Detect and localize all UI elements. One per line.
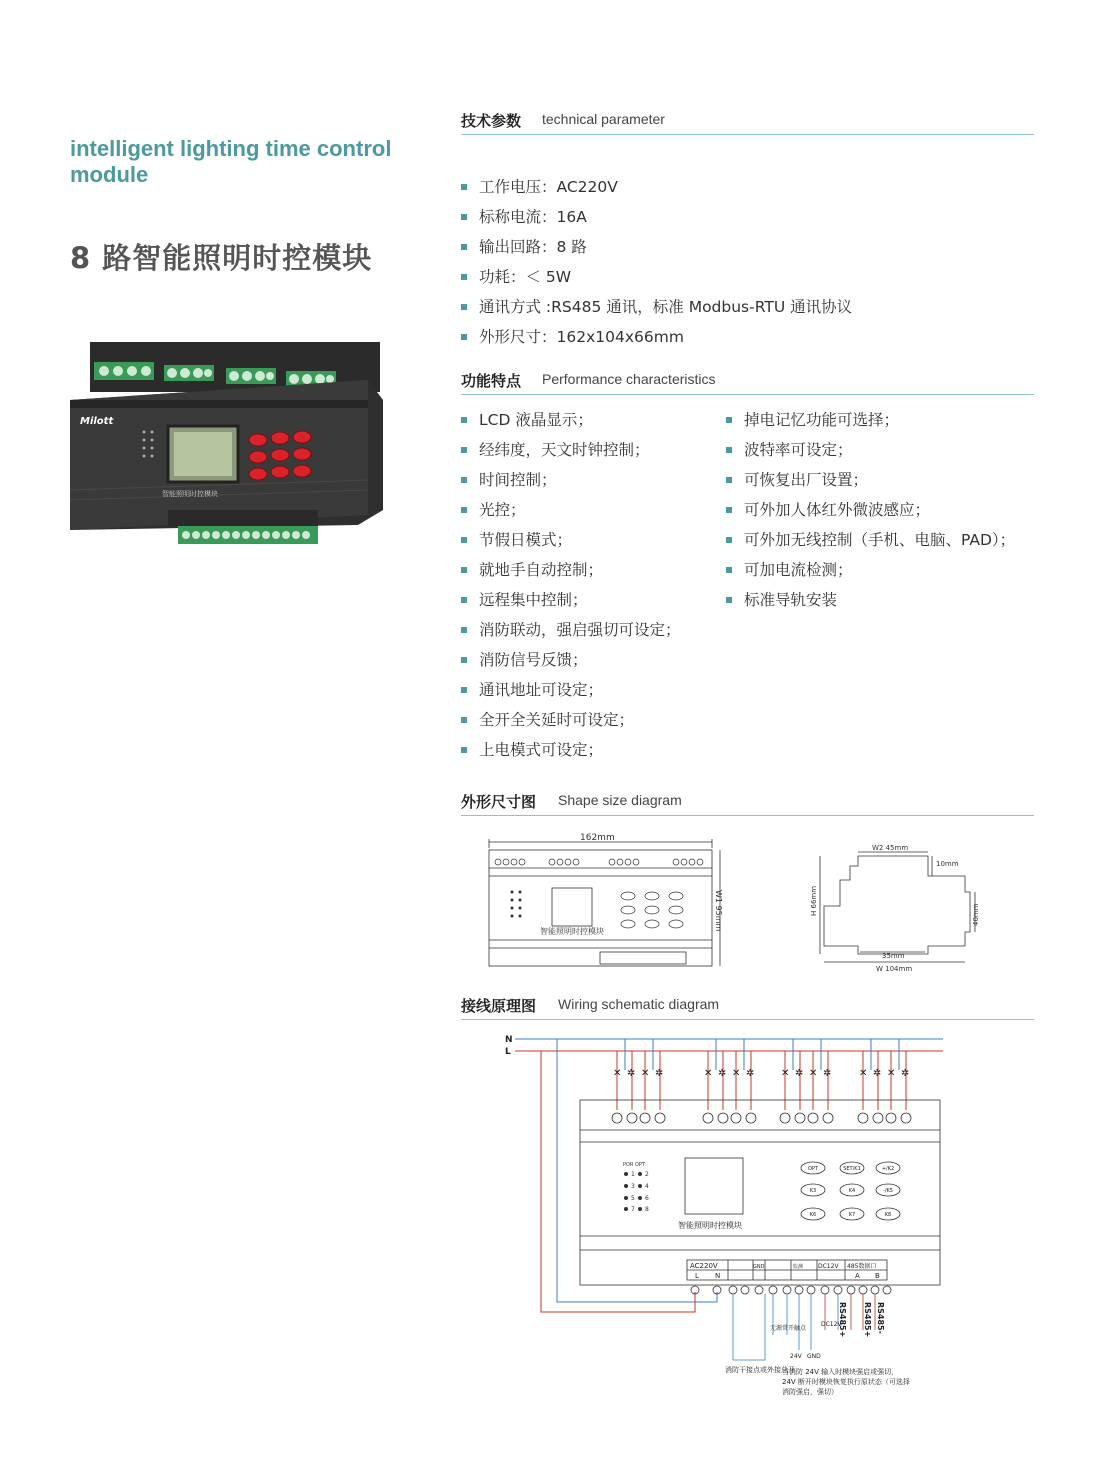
list-item: 全开全关延时可设定； xyxy=(461,705,681,735)
btn-label: K3 xyxy=(809,1188,817,1194)
product-photo xyxy=(68,340,388,560)
list-item: 时间控制； xyxy=(461,465,681,495)
label-gnd: GND xyxy=(807,1353,821,1360)
list-item: 消防信号反馈； xyxy=(461,645,681,675)
term-gnd: GND xyxy=(753,1264,765,1270)
section-tech xyxy=(461,108,1034,135)
wiring-module-label: 智能照明时控模块 xyxy=(678,1221,742,1230)
rs485-label: RS485+ xyxy=(838,1302,847,1338)
dim-w: W 104mm xyxy=(876,965,913,973)
section-tech-title-en: technical parameter xyxy=(542,111,665,127)
svg-text:✲: ✲ xyxy=(901,1068,910,1079)
list-item: 可外加人体红外微波感应； xyxy=(726,495,1015,525)
led-num: 2 xyxy=(645,1171,649,1178)
svg-text:✕: ✕ xyxy=(732,1068,741,1079)
list-item: 掉电记忆功能可选择； xyxy=(726,405,1015,435)
led-header: POR OPT xyxy=(623,1162,646,1168)
svg-text:✲: ✲ xyxy=(746,1068,755,1079)
line-l-label: L xyxy=(505,1047,511,1057)
line-n-label: N xyxy=(505,1035,513,1045)
list-item: 可恢复出厂设置； xyxy=(726,465,1015,495)
list-item: 经纬度，天文时钟控制； xyxy=(461,435,681,465)
dim-base: 35mm xyxy=(882,952,905,960)
lcd-caption: 智能照明时控模块 xyxy=(162,490,218,498)
features-list-right xyxy=(726,405,1015,615)
section-shape xyxy=(461,789,1034,816)
note-line: 当消防 24V 输入时模块强启或强切， xyxy=(782,1368,899,1376)
led-num: 7 xyxy=(631,1206,635,1213)
section-wiring-title-en: Wiring schematic diagram xyxy=(558,996,720,1012)
list-item: 标准导轨安装 xyxy=(726,585,1015,615)
section-features xyxy=(461,368,1034,395)
dim-height: W1 95mm xyxy=(714,890,723,932)
list-item: 功耗：＜ 5W xyxy=(461,262,852,292)
rs485-label: RS485- xyxy=(876,1302,885,1334)
dry-contact: 无源常开触点 xyxy=(770,1325,807,1332)
svg-text:✕: ✕ xyxy=(641,1068,650,1079)
fire-note: 消防干接点或外接总开 xyxy=(725,1366,795,1374)
list-item: 外形尺寸：162x104x66mm xyxy=(461,322,852,352)
svg-text:✲: ✲ xyxy=(795,1068,804,1079)
list-item: 波特率可设定； xyxy=(726,435,1015,465)
btn-label: -/K5 xyxy=(883,1188,893,1194)
svg-text:✕: ✕ xyxy=(613,1068,622,1079)
term-485: 485数据口 xyxy=(847,1263,877,1270)
list-item: 上电模式可设定； xyxy=(461,735,681,765)
dc12v-note: DC12V xyxy=(821,1321,842,1328)
led-num: 1 xyxy=(631,1171,635,1178)
note-line: 消防强启，强切） xyxy=(782,1388,838,1396)
svg-text:✲: ✲ xyxy=(873,1068,882,1079)
list-item: 消防联动，强启强切可设定； xyxy=(461,615,681,645)
svg-text:✕: ✕ xyxy=(887,1068,896,1079)
term-n: N xyxy=(715,1272,721,1280)
list-item: 可外加无线控制（手机、电脑、PAD）； xyxy=(726,525,1015,555)
list-item: 光控； xyxy=(461,495,681,525)
led-num: 5 xyxy=(631,1195,635,1202)
svg-text:✲: ✲ xyxy=(655,1068,664,1079)
svg-text:✕: ✕ xyxy=(809,1068,818,1079)
btn-label: +/K2 xyxy=(881,1166,895,1172)
section-shape-title-cn: 外形尺寸图 xyxy=(461,793,537,811)
section-features-title-cn: 功能特点 xyxy=(461,372,522,390)
list-item: 通讯方式 :RS485 通讯，标准 Modbus-RTU 通讯协议 xyxy=(461,292,852,322)
product-title-en: intelligent lighting time control module xyxy=(70,136,392,187)
led-num: 3 xyxy=(631,1183,635,1190)
front-view-diagram xyxy=(480,830,730,975)
svg-text:✕: ✕ xyxy=(704,1068,713,1079)
svg-text:✲: ✲ xyxy=(627,1068,636,1079)
dim-rail: 40mm xyxy=(972,903,980,926)
section-wiring-title-cn: 接线原理图 xyxy=(461,997,537,1015)
list-item: 标称电流：16A xyxy=(461,202,852,232)
list-item: LCD 液晶显示； xyxy=(461,405,681,435)
term-ac: AC220V xyxy=(690,1262,718,1270)
svg-text:✲: ✲ xyxy=(718,1068,727,1079)
led-num: 8 xyxy=(645,1206,649,1213)
btn-label: OPT xyxy=(807,1166,819,1172)
led-num: 6 xyxy=(645,1195,649,1202)
svg-text:✲: ✲ xyxy=(823,1068,832,1079)
btn-label: K8 xyxy=(884,1212,892,1218)
list-item: 就地手自动控制； xyxy=(461,555,681,585)
section-features-title-en: Performance characteristics xyxy=(542,371,716,387)
term-a: A xyxy=(855,1272,860,1280)
dim-top-step: 10mm xyxy=(936,860,959,868)
svg-text:✕: ✕ xyxy=(781,1068,790,1079)
rs485-label: RS485+ xyxy=(863,1302,872,1338)
list-item: 可加电流检测； xyxy=(726,555,1015,585)
list-item: 远程集中控制； xyxy=(461,585,681,615)
btn-label: SET/K1 xyxy=(843,1166,861,1172)
front-module-label: 智能照明时控模块 xyxy=(540,927,604,936)
note-line: 24V 断开时模块恢复执行原状态（可选择 xyxy=(782,1378,910,1386)
list-item: 通讯地址可设定； xyxy=(461,675,681,705)
list-item: 输出回路：8 路 xyxy=(461,232,852,262)
dim-width: 162mm xyxy=(580,833,615,843)
term-dc: DC12V xyxy=(818,1263,839,1270)
brand-logo: Milott xyxy=(80,416,114,427)
product-title-cn: 8 路智能照明时控模块 xyxy=(70,241,373,275)
wiring-diagram xyxy=(495,1030,955,1450)
section-shape-title-en: Shape size diagram xyxy=(558,792,682,808)
dim-w2: W2 45mm xyxy=(872,844,909,852)
led-num: 4 xyxy=(645,1183,649,1190)
dim-h: H 66mm xyxy=(810,885,818,916)
btn-label: K7 xyxy=(848,1212,856,1218)
list-item: 工作电压：AC220V xyxy=(461,172,852,202)
label-24v: 24V xyxy=(790,1353,802,1360)
btn-label: K4 xyxy=(848,1188,856,1194)
svg-text:✕: ✕ xyxy=(859,1068,868,1079)
btn-label: K6 xyxy=(809,1212,817,1218)
features-list-left xyxy=(461,405,681,765)
tech-list xyxy=(461,172,852,352)
list-item: 节假日模式； xyxy=(461,525,681,555)
side-view-diagram xyxy=(800,836,1000,976)
section-wiring xyxy=(461,993,1034,1020)
term-b: B xyxy=(875,1272,880,1280)
term-l: L xyxy=(695,1272,699,1280)
term-mon: 监测 xyxy=(793,1264,804,1270)
section-tech-title-cn: 技术参数 xyxy=(461,112,522,130)
